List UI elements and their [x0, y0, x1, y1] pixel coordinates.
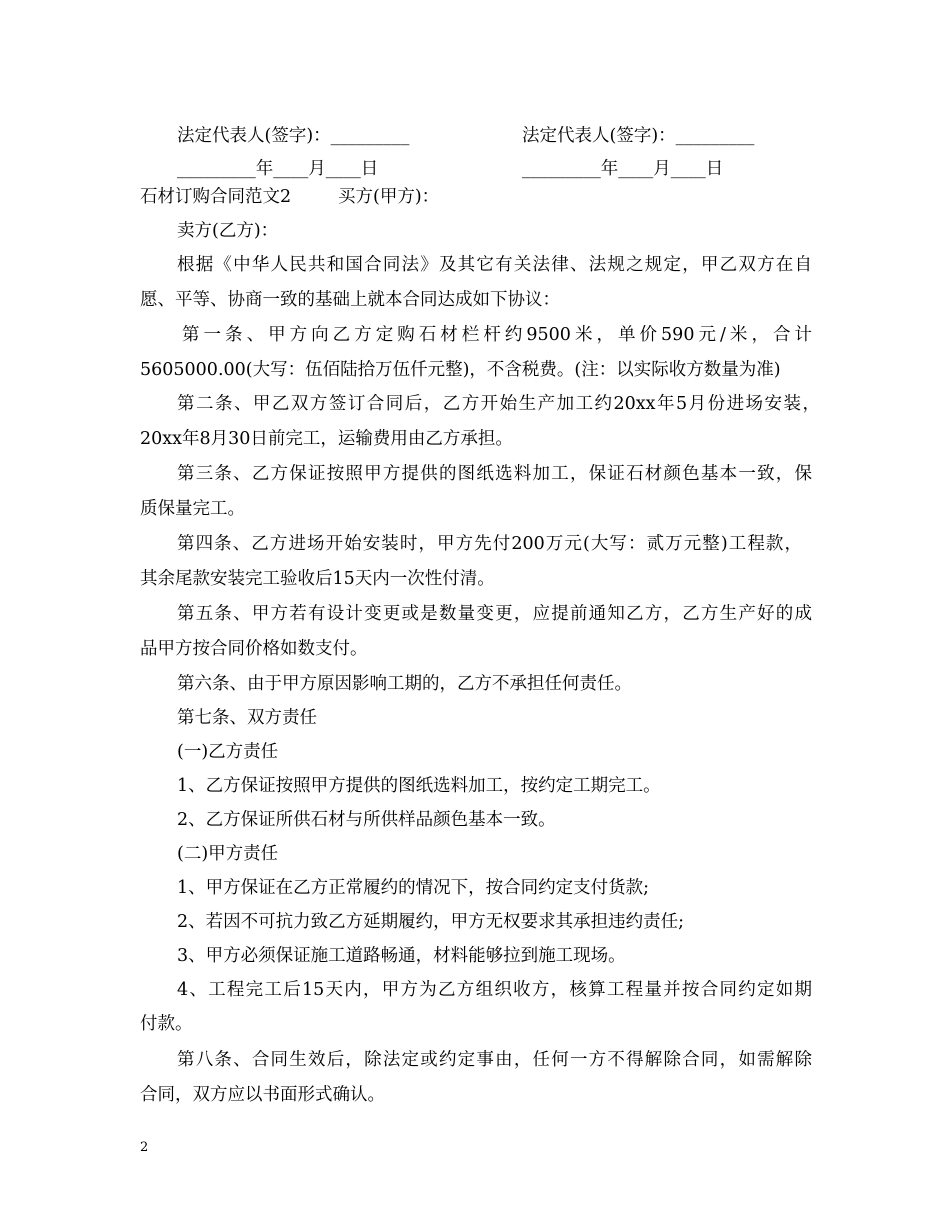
paragraph-preamble-line-1: 根据《中华人民共和国合同法》及其它有关法律、法规之规定，甲乙双方在自	[177, 255, 812, 275]
article-4-line-1: 第四条、乙方进场开始安装时，甲方先付200万元(大写：贰万元整)工程款，	[177, 534, 802, 554]
buyer-responsibility-item-4-line-2: 付款。	[140, 1014, 193, 1034]
right-signature-date: _________年____月____日	[522, 159, 724, 179]
buyer-responsibility-item-3: 3、甲方必须保证施工道路畅通，材料能够拉到施工现场。	[177, 946, 626, 966]
left-signature-date: _________年____月____日	[177, 159, 379, 179]
article-8-line-2: 合同，双方应以书面形式确认。	[140, 1085, 385, 1105]
article-6: 第六条、由于甲方原因影响工期的，乙方不承担任何责任。	[177, 674, 632, 694]
seller-responsibility-heading: (一)乙方责任	[177, 742, 279, 762]
article-3-line-1: 第三条、乙方保证按照甲方提供的图纸选料加工，保证石材颜色基本一致，保	[177, 464, 812, 484]
article-5-line-1: 第五条、甲方若有设计变更或是数量变更，应提前通知乙方，乙方生产好的成	[177, 604, 812, 624]
seller-responsibility-item-1: 1、乙方保证按照甲方提供的图纸选料加工，按约定工期完工。	[177, 776, 661, 796]
document-title: 石材订购合同范文2	[140, 187, 292, 207]
buyer-responsibility-item-2: 2、若因不可抗力致乙方延期履约，甲方无权要求其承担违约责任;	[177, 912, 685, 932]
article-2-line-2: 20xx年8月30日前完工，运输费用由乙方承担。	[140, 429, 513, 449]
article-8-line-1: 第八条、合同生效后，除法定或约定事由，任何一方不得解除合同，如需解除	[177, 1050, 812, 1070]
buyer-responsibility-heading: (二)甲方责任	[177, 844, 279, 864]
seller-label: 卖方(乙方)：	[177, 221, 279, 241]
buyer-label: 买方(甲方)：	[338, 187, 440, 207]
right-representative-signature: 法定代表人(签字)：_________	[522, 126, 755, 146]
paragraph-preamble-line-2: 愿、平等、协商一致的基础上就本合同达成如下协议：	[140, 290, 560, 310]
article-3-line-2: 质保量完工。	[140, 499, 245, 519]
article-1-line-2: 5605000.00(大写：伍佰陆拾万伍仟元整)，不含税费。(注：以实际收方数量为准)	[140, 360, 781, 380]
buyer-responsibility-item-1: 1、甲方保证在乙方正常履约的情况下，按合同约定支付货款;	[177, 878, 650, 898]
article-7-heading: 第七条、双方责任	[177, 708, 317, 728]
seller-responsibility-item-2: 2、乙方保证所供石材与所供样品颜色基本一致。	[177, 810, 556, 830]
article-4-line-2: 其余尾款安装完工验收后15天内一次性付清。	[140, 569, 495, 589]
left-representative-signature: 法定代表人(签字)：_________	[177, 126, 410, 146]
article-5-line-2: 品甲方按合同价格如数支付。	[140, 639, 368, 659]
page-number: 2	[140, 1140, 149, 1155]
article-1-line-1: 第一条、甲方向乙方定购石材栏杆约9500米，单价590元/米，合计	[182, 325, 812, 345]
buyer-responsibility-item-4-line-1: 4、工程完工后15天内，甲方为乙方组织收方，核算工程量并按合同约定如期	[177, 980, 812, 1000]
article-2-line-1: 第二条、甲乙双方签订合同后，乙方开始生产加工约20xx年5月份进场安装，	[177, 394, 820, 414]
